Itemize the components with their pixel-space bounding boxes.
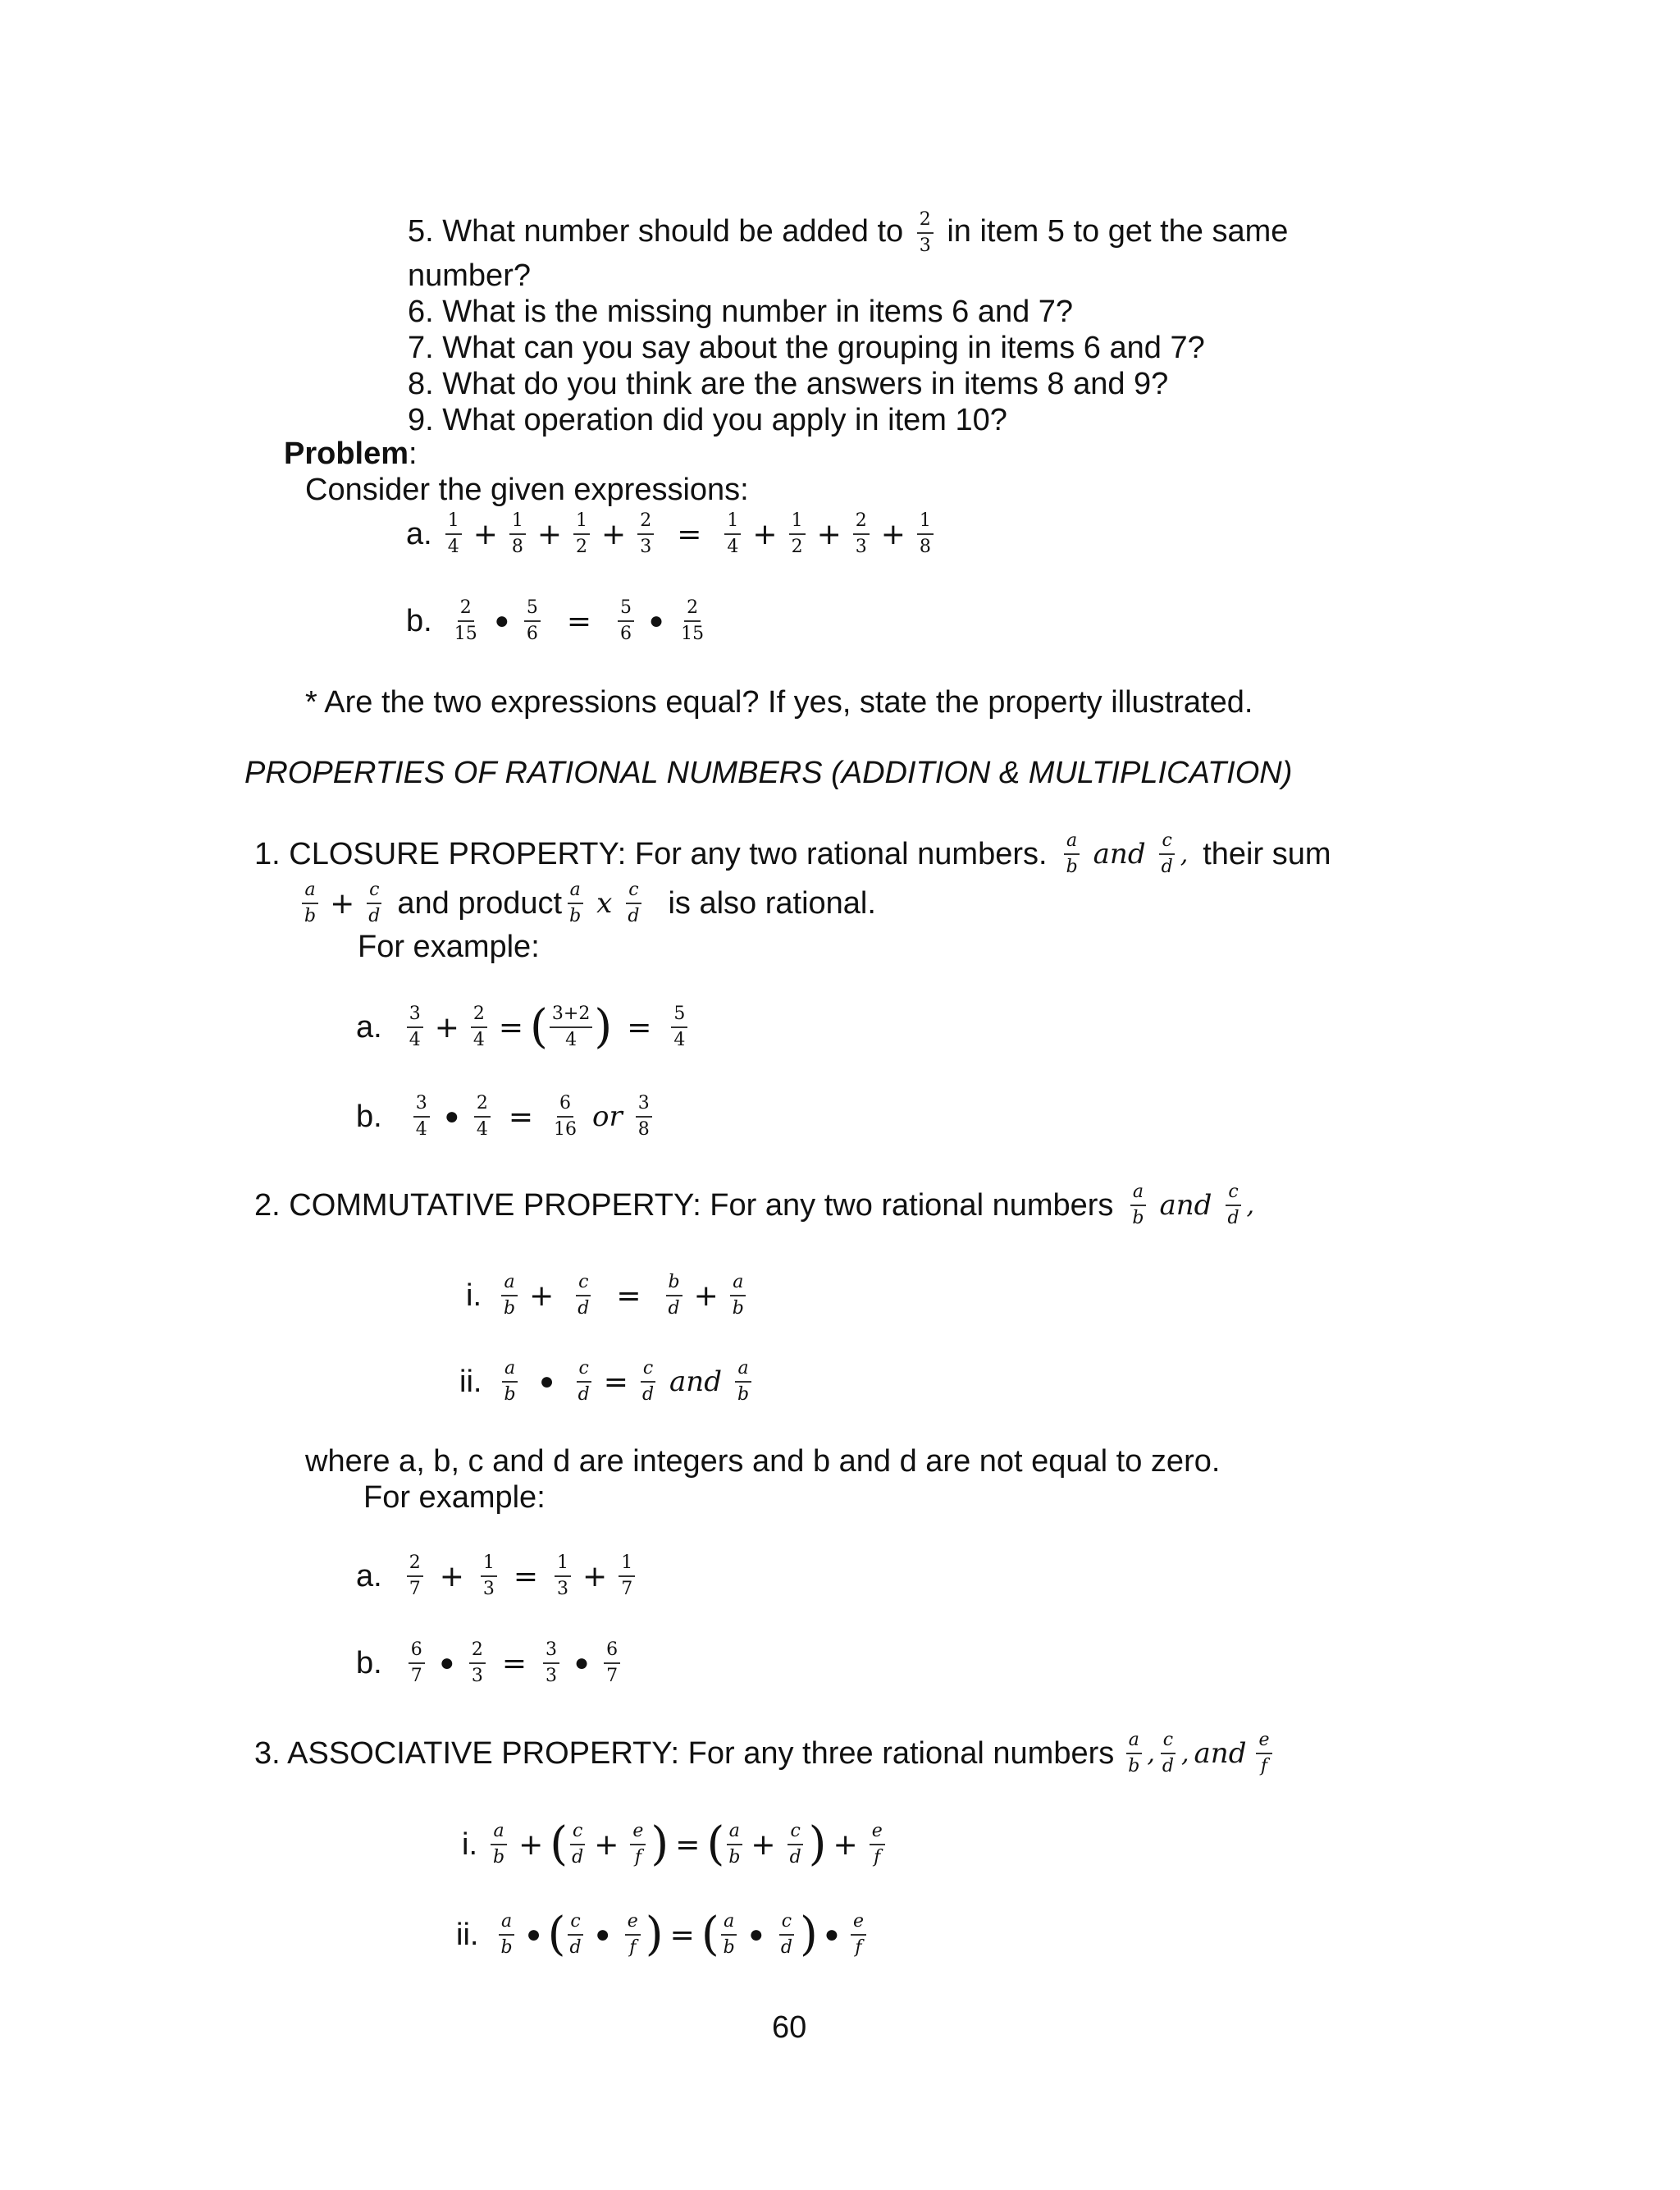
question-6: 6. What is the missing number in items 6 and 7? [408,295,1074,329]
associative-property-line: 3. ASSOCIATIVE PROPERTY: For any three rational numbers $\frac{a}{b}$ , $\frac{c}{d}$ , and $\frac{e}{f}$ [254,1730,1277,1777]
commutative-for-example: For example: [363,1480,546,1515]
section-title: PROPERTIES OF RATIONAL NUMBERS (ADDITION & MULTIPLICATION) [244,756,1293,790]
closure-example-a: a. $\frac{3}{4}$ + $\frac{2}{4}$ = ( $\frac{3+2}{4}$ ) = $\frac{5}{4}$ [356,1003,692,1052]
question-9: 9. What operation did you apply in item 10? [408,403,1007,437]
question-5 [408,209,1288,257]
problem-intro: Consider the given expressions: [305,473,749,507]
problem-expression-a: a. $\frac{1}{4}$ + $\frac{1}{8}$ + $\frac{1}{2}$ + $\frac{2}{3}$ = $\frac{1}{4}$ + $\frac{1}{2}$ + $\frac{2}{3}$ + $\frac{1}{8}$ [406,510,938,558]
question-5-text-end: in item 5 to get the same [947,214,1289,249]
problem-question: * Are the two expressions equal? If yes, state the property illustrated. [305,685,1253,720]
associative-rule-i: i. $\frac{a}{b}$ + ( $\frac{c}{d}$ + $\frac{e}{f}$ ) = ( $\frac{a}{b}$ + $\frac{c}{d}$ ) + $\frac{e}{f}$ [462,1820,890,1869]
closure-property-line-2: $\frac{a}{b}$ + $\frac{c}{d}$ and product $\frac{a}{b}$ x $\frac{c}{d}$ is also rational. [302,880,876,927]
closure-property-line: 1. CLOSURE PROPERTY: For any two rational numbers. $\frac{a}{b}$ and $\frac{c}{d}$ , their sum [254,830,1331,877]
page-number: 60 [772,2010,807,2045]
question-7: 7. What can you say about the grouping in items 6 and 7? [408,331,1205,365]
commutative-rule-ii: ii. $\frac{a}{b}$ ● $\frac{c}{d}$ = $\frac{c}{d}$ and $\frac{a}{b}$ [459,1358,756,1406]
commutative-rule-i: i. $\frac{a}{b}$ + $\frac{c}{d}$ = $\frac{b}{d}$ + $\frac{a}{b}$ [466,1272,751,1319]
problem-expression-b: b. $\frac{2}{15}$ ● $\frac{5}{6}$ = $\frac{5}{6}$ ● $\frac{2}{15}$ [406,597,705,644]
closure-example-b: b. $\frac{3}{4}$ ● $\frac{2}{4}$ = $\frac{6}{16}$ or $\frac{3}{8}$ [356,1093,657,1141]
closure-for-example: For example: [358,930,540,964]
associative-rule-ii: ii. $\frac{a}{b}$ ● ( $\frac{c}{d}$ ● $\frac{e}{f}$ ) = ( $\frac{a}{b}$ ● $\frac{c}{d}$ ) ● $\frac{e}{f}$ [456,1910,871,1959]
commutative-where: where a, b, c and d are integers and b and d are not equal to zero. [305,1444,1221,1479]
commutative-example-b: b. $\frac{6}{7}$ ● $\frac{2}{3}$ = $\frac{3}{3}$ ● $\frac{6}{7}$ [356,1639,625,1687]
commutative-example-a: a. $\frac{2}{7}$ + $\frac{1}{3}$ = $\frac{1}{3}$ + $\frac{1}{7}$ [356,1552,640,1600]
commutative-property-line: 2. COMMUTATIVE PROPERTY: For any two rational numbers $\frac{a}{b}$ and $\frac{c}{d}$ , [254,1182,1255,1228]
question-5-continued: number? [408,258,531,293]
question-8: 8. What do you think are the answers in items 8 and 9? [408,367,1169,401]
problem-heading: Problem: [284,437,418,471]
question-5-text: 5. What number should be added to [408,214,904,249]
fraction: $\frac{2}{3}$ [917,209,934,257]
